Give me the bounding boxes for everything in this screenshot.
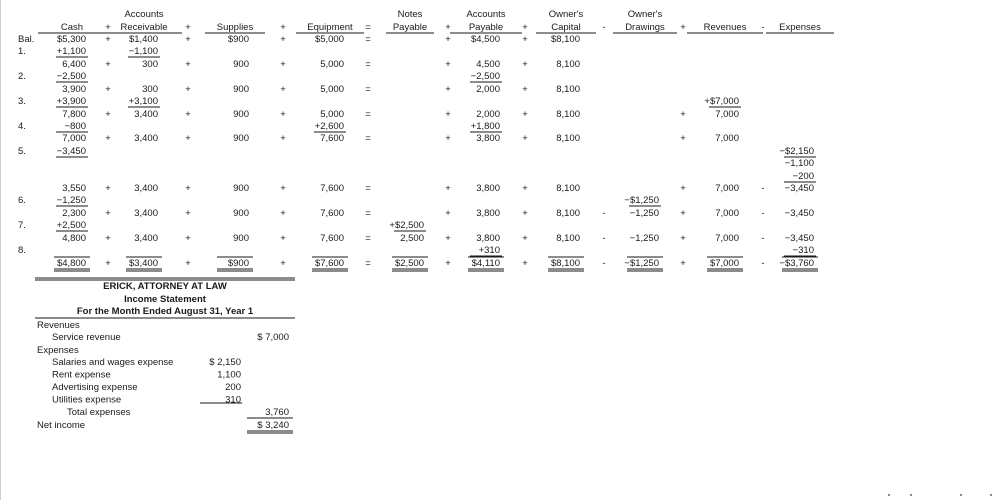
row-operator-r4-4: +: [445, 84, 451, 95]
row-operator-r6-4: +: [445, 109, 451, 120]
row-operator-r2-1: +: [185, 59, 191, 70]
cell-r18-c5: $4,110: [471, 258, 500, 269]
cell-r4-c5: 2,000: [476, 84, 500, 95]
row-label-1: 1.: [18, 46, 26, 57]
row-operator-r0-4: +: [445, 34, 451, 45]
cell-r16-c6: 8,100: [556, 233, 580, 244]
expense-item-value: 1,100: [217, 369, 241, 381]
cell-r12-c6: 8,100: [556, 183, 580, 194]
row-label-15: 7.: [18, 220, 26, 231]
cell-r14-c6: 8,100: [556, 208, 580, 219]
row-operator-r14-7: +: [680, 208, 686, 219]
cell-r14-c3: 7,600: [320, 208, 344, 219]
cell-r4-c0: 3,900: [62, 84, 86, 95]
col-header-top-7: Owner's: [627, 9, 663, 20]
cell-r5-c1: +3,100: [128, 96, 158, 107]
row-operator-r14-8: -: [761, 208, 765, 219]
col-header-8: Revenues: [703, 22, 747, 33]
row-operator-r2-0: +: [105, 59, 111, 70]
row-operator-r2-4: +: [445, 59, 451, 70]
row-operator-r16-1: +: [185, 233, 191, 244]
row-operator-r0-0: +: [105, 34, 111, 45]
row-operator-r16-2: +: [280, 233, 286, 244]
row-operator-r2-5: +: [522, 59, 528, 70]
cell-r4-c2: 900: [233, 84, 249, 95]
cell-r14-c8: 7,000: [715, 208, 739, 219]
row-operator-r8-7: +: [680, 133, 686, 144]
header-operator-7: +: [680, 22, 686, 33]
row-operator-r12-4: +: [445, 183, 451, 194]
cell-r6-c6: 8,100: [556, 109, 580, 120]
row-operator-r6-1: +: [185, 109, 191, 120]
cell-r6-c1: 3,400: [134, 109, 158, 120]
row-label-17: 8.: [18, 245, 26, 256]
col-header-9: Expenses: [779, 22, 821, 33]
col-header-2: Supplies: [216, 22, 254, 33]
cell-r16-c7: −1,250: [629, 233, 659, 244]
cell-r3-c5: −2,500: [470, 71, 500, 82]
cell-r6-c0: 7,800: [62, 109, 86, 120]
row-operator-r4-1: +: [185, 84, 191, 95]
cell-r7-c0: −800: [64, 121, 86, 132]
col-header-top-4: Notes: [397, 9, 423, 20]
row-operator-r18-4: +: [445, 258, 451, 269]
col-header-7: Drawings: [625, 22, 665, 33]
row-operator-r14-4: +: [445, 208, 451, 219]
col-header-1: Receivable: [120, 22, 168, 33]
cell-r17-c5: +310: [478, 245, 500, 256]
cell-r12-c9: −3,450: [784, 183, 814, 194]
row-operator-r4-5: +: [522, 84, 528, 95]
header-operator-2: +: [280, 22, 286, 33]
total-expenses-label: Total expenses: [67, 407, 131, 418]
row-operator-r0-1: +: [185, 34, 191, 45]
service-revenue-value: $ 7,000: [257, 332, 289, 343]
row-operator-r18-2: +: [280, 258, 286, 269]
row-operator-r0-2: +: [280, 34, 286, 45]
cell-r18-c0: $4,800: [56, 258, 86, 269]
cell-r16-c1: 3,400: [134, 233, 158, 244]
col-header-3: Equipment: [307, 22, 353, 33]
cell-r0-c3: $5,000: [314, 34, 344, 45]
row-label-7: 4.: [18, 121, 26, 132]
header-operator-0: +: [105, 22, 111, 33]
cell-r18-c7: −$1,250: [624, 258, 659, 269]
row-operator-r12-2: +: [280, 183, 286, 194]
col-header-0: Cash: [60, 22, 84, 33]
row-operator-r16-0: +: [105, 233, 111, 244]
row-operator-r14-1: +: [185, 208, 191, 219]
cell-r6-c8: 7,000: [715, 109, 739, 120]
cell-r13-c0: −1,250: [56, 195, 86, 206]
net-income-label: Net income: [37, 420, 86, 431]
cell-r8-c5: 3,800: [476, 133, 500, 144]
cell-r14-c2: 900: [233, 208, 249, 219]
statement-title: Income Statement: [124, 294, 206, 305]
row-operator-r6-2: +: [280, 109, 286, 120]
expense-item-value: $ 2,150: [209, 357, 241, 368]
cell-r12-c3: 7,600: [320, 183, 344, 194]
row-operator-r12-7: +: [680, 183, 686, 194]
row-operator-r8-3: =: [365, 133, 371, 144]
cell-r16-c0: 4,800: [62, 233, 86, 244]
row-operator-r4-2: +: [280, 84, 286, 95]
cell-r0-c6: $8,100: [550, 34, 580, 45]
cell-r0-c5: $4,500: [470, 34, 500, 45]
cell-r14-c9: −3,450: [784, 208, 814, 219]
col-header-top-5: Accounts: [466, 9, 506, 20]
cell-r0-c0: $5,300: [56, 34, 86, 45]
row-operator-r14-0: +: [105, 208, 111, 219]
col-header-5: Payable: [468, 22, 504, 33]
row-operator-r16-8: -: [761, 233, 765, 244]
header-operator-3: =: [365, 22, 371, 33]
row-operator-r16-6: -: [602, 233, 606, 244]
row-operator-r6-0: +: [105, 109, 111, 120]
cell-r6-c2: 900: [233, 109, 249, 120]
cell-r2-c2: 900: [233, 59, 249, 70]
cell-r10-c9: −1,100: [784, 158, 814, 169]
expense-item-label: Advertising expense: [52, 382, 138, 393]
cell-r15-c0: +2,500: [56, 220, 86, 231]
row-operator-r14-6: -: [602, 208, 606, 219]
row-operator-r12-8: -: [761, 183, 765, 194]
col-header-6: Capital: [551, 22, 581, 33]
row-operator-r18-1: +: [185, 258, 191, 269]
row-operator-r16-7: +: [680, 233, 686, 244]
cell-r18-c9: −$3,760: [779, 258, 814, 269]
cell-r9-c9: −$2,150: [779, 146, 814, 157]
cell-r2-c5: 4,500: [476, 59, 500, 70]
cell-r2-c6: 8,100: [556, 59, 580, 70]
cell-r18-c3: $7,600: [314, 258, 344, 269]
statement-period: For the Month Ended August 31, Year 1: [76, 306, 254, 317]
header-operator-8: -: [761, 22, 765, 33]
row-operator-r14-3: =: [365, 208, 371, 219]
cell-r12-c1: 3,400: [134, 183, 158, 194]
row-operator-r8-4: +: [445, 133, 451, 144]
row-label-9: 5.: [18, 146, 26, 157]
cell-r8-c2: 900: [233, 133, 249, 144]
row-operator-r16-4: +: [445, 233, 451, 244]
header-operator-5: +: [522, 22, 528, 33]
cell-r18-c1: $3,400: [128, 258, 158, 269]
cell-r16-c4: 2,500: [400, 233, 424, 244]
cell-r14-c1: 3,400: [134, 208, 158, 219]
row-operator-r16-5: +: [522, 233, 528, 244]
row-operator-r12-5: +: [522, 183, 528, 194]
cell-r12-c2: 900: [233, 183, 249, 194]
col-header-4: Payable: [392, 22, 428, 33]
cell-r18-c4: $2,500: [394, 258, 424, 269]
window-status-dots: [840, 488, 1000, 500]
row-label-3: 2.: [18, 71, 26, 82]
cell-r12-c0: 3,550: [62, 183, 86, 194]
cell-r5-c8: +$7,000: [704, 96, 739, 107]
cell-r1-c0: +1,100: [56, 46, 86, 57]
cell-r4-c3: 5,000: [320, 84, 344, 95]
header-operator-6: -: [602, 22, 606, 33]
cell-r12-c8: 7,000: [715, 183, 739, 194]
cell-r4-c6: 8,100: [556, 84, 580, 95]
cell-r7-c3: +2,600: [314, 121, 344, 132]
cell-r16-c2: 900: [233, 233, 249, 244]
cell-r12-c5: 3,800: [476, 183, 500, 194]
cell-r0-c2: $900: [227, 34, 249, 45]
service-revenue-label: Service revenue: [52, 332, 121, 343]
cell-r8-c8: 7,000: [715, 133, 739, 144]
cell-r2-c1: 300: [142, 59, 158, 70]
cell-r16-c5: 3,800: [476, 233, 500, 244]
cell-r17-c9: −310: [792, 245, 814, 256]
cell-r18-c8: $7,000: [709, 258, 739, 269]
cell-r8-c1: 3,400: [134, 133, 158, 144]
row-operator-r8-1: +: [185, 133, 191, 144]
cell-r11-c9: −200: [792, 171, 814, 182]
cell-r8-c0: 7,000: [62, 133, 86, 144]
row-operator-r18-8: -: [761, 258, 765, 269]
expenses-label: Expenses: [37, 345, 79, 356]
cell-r14-c5: 3,800: [476, 208, 500, 219]
row-operator-r6-7: +: [680, 109, 686, 120]
cell-r7-c5: +1,800: [470, 121, 500, 132]
cell-r8-c6: 8,100: [556, 133, 580, 144]
row-operator-r8-2: +: [280, 133, 286, 144]
revenues-label: Revenues: [37, 320, 80, 331]
row-label-13: 6.: [18, 195, 26, 206]
row-operator-r8-0: +: [105, 133, 111, 144]
expense-item-label: Salaries and wages expense: [52, 357, 174, 368]
cell-r1-c1: −1,100: [128, 46, 158, 57]
row-label-0: Bal.: [18, 34, 35, 45]
cell-r2-c0: 6,400: [62, 59, 86, 70]
row-operator-r6-5: +: [522, 109, 528, 120]
cell-r9-c0: −3,450: [56, 146, 86, 157]
expense-item-value: 310: [225, 394, 241, 406]
row-operator-r12-0: +: [105, 183, 111, 194]
cell-r18-c2: $900: [227, 258, 249, 269]
cell-r18-c6: $8,100: [550, 258, 580, 269]
row-operator-r12-1: +: [185, 183, 191, 194]
header-operator-4: +: [445, 22, 451, 33]
cell-r3-c0: −2,500: [56, 71, 86, 82]
cell-r6-c5: 2,000: [476, 109, 500, 120]
cell-r14-c0: 2,300: [62, 208, 86, 219]
cell-r5-c0: +3,900: [56, 96, 86, 107]
row-operator-r18-7: +: [680, 258, 686, 269]
row-operator-r2-2: +: [280, 59, 286, 70]
col-header-top-1: Accounts: [124, 9, 164, 20]
header-operator-1: +: [185, 22, 191, 33]
expense-item-label: Rent expense: [52, 369, 111, 381]
cell-r16-c9: −3,450: [784, 233, 814, 244]
row-operator-r0-5: +: [522, 34, 528, 45]
row-operator-r18-0: +: [105, 258, 111, 269]
row-operator-r2-3: =: [365, 59, 371, 70]
income-statement: [0, 270, 320, 440]
row-operator-r0-3: =: [365, 34, 371, 45]
cell-r13-c7: −$1,250: [624, 195, 659, 206]
row-operator-r18-3: =: [365, 258, 371, 269]
company-name: ERICK, ATTORNEY AT LAW: [103, 281, 227, 292]
cell-r16-c8: 7,000: [715, 233, 739, 244]
expense-item-label: Utilities expense: [52, 394, 122, 406]
col-header-top-6: Owner's: [548, 9, 584, 20]
row-operator-r12-3: =: [365, 183, 371, 194]
row-label-5: 3.: [18, 96, 26, 107]
cell-r15-c4: +$2,500: [389, 220, 424, 231]
row-operator-r4-3: =: [365, 84, 371, 95]
row-operator-r14-2: +: [280, 208, 286, 219]
cell-r16-c3: 7,600: [320, 233, 344, 244]
row-operator-r18-5: +: [522, 258, 528, 269]
cell-r2-c3: 5,000: [320, 59, 344, 70]
row-operator-r16-3: =: [365, 233, 371, 244]
row-operator-r8-5: +: [522, 133, 528, 144]
row-operator-r18-6: -: [602, 258, 606, 269]
cell-r14-c7: −1,250: [629, 208, 659, 219]
cell-r8-c3: 7,600: [320, 133, 344, 144]
row-operator-r14-5: +: [522, 208, 528, 219]
total-expenses-value: 3,760: [265, 407, 289, 418]
cell-r6-c3: 5,000: [320, 109, 344, 120]
cell-r0-c1: $1,400: [128, 34, 158, 45]
expense-item-value: 200: [225, 382, 241, 393]
row-operator-r4-0: +: [105, 84, 111, 95]
row-operator-r6-3: =: [365, 109, 371, 120]
net-income-value: $ 3,240: [257, 420, 289, 431]
cell-r4-c1: 300: [142, 84, 158, 95]
